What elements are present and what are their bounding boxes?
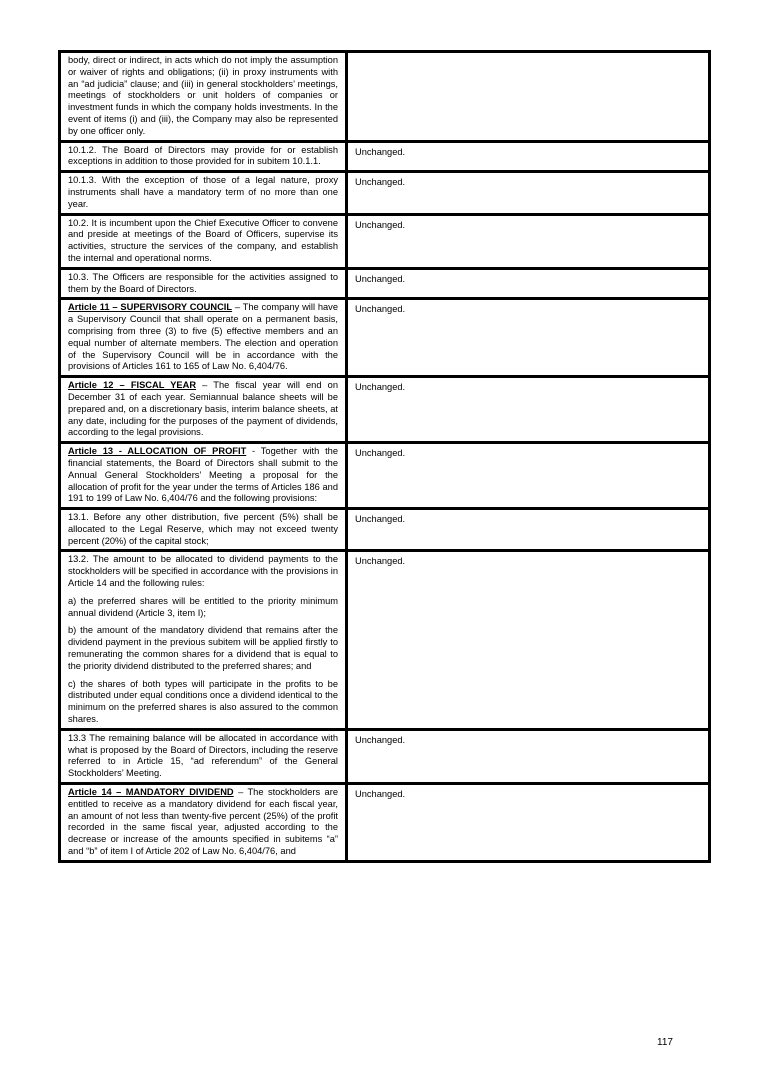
original-text-cell	[61, 444, 348, 507]
paragraph	[68, 175, 338, 210]
proposed-text-cell: Unchanged.	[355, 734, 406, 745]
original-text-cell	[61, 300, 348, 375]
article-heading: Article 14 – MANDATORY DIVIDEND	[68, 787, 234, 798]
paragraph	[68, 596, 338, 620]
proposed-text-cell: Unchanged.	[355, 514, 406, 525]
table-row	[61, 173, 708, 215]
proposed-text-cell: Unchanged.	[355, 177, 406, 188]
original-text-cell	[61, 173, 348, 212]
proposed-text-cell: Unchanged.	[355, 382, 406, 393]
paragraph-text: – The stockholders are entitled to receive as a mandatory dividend for each fiscal year, an amount of not less than twenty-five percent (25%) of the profit recorded in the same fiscal year, adjusted according to the decrease or increase of the amounts specified in subitems “a” and “b” of item I of Article 202 of Law No. 6,404/76, and	[68, 787, 338, 857]
table-row	[61, 510, 708, 552]
table-row	[61, 216, 708, 270]
original-text-cell	[61, 216, 348, 267]
paragraph	[68, 218, 338, 265]
original-text-cell	[61, 552, 348, 727]
proposed-text-cell: Unchanged.	[355, 789, 406, 800]
paragraph	[68, 733, 338, 780]
paragraph	[68, 302, 338, 373]
paragraph	[68, 512, 338, 547]
paragraph	[68, 554, 338, 589]
proposed-text-cell: Unchanged.	[355, 273, 406, 284]
paragraph-text: – The fiscal year will end on December 31 of each year. Semiannual balance sheets will be prepared and, on a discretionary basis, interim balance sheets, at any date, including for the purposes of the payment of dividends, according to the legal provisions.	[68, 380, 338, 438]
paragraph-text: 13.3 The remaining balance will be allocated in accordance with what is proposed by the Board of Directors, including the reserve referred to in Article 15, “ad referendum” of the General Stockholders’ Meeting.	[68, 732, 338, 779]
original-text-cell	[61, 378, 348, 441]
article-heading: Article 11 – SUPERVISORY COUNCIL	[68, 302, 233, 313]
paragraph	[68, 272, 338, 296]
paragraph-text: 10.1.2. The Board of Directors may provide for or establish exceptions in addition to those provided for in subitem 10.1.1.	[68, 144, 338, 167]
paragraph-text: 10.3. The Officers are responsible for the activities assigned to them by the Board of Directors.	[68, 271, 338, 294]
table-row	[61, 378, 708, 444]
document-table	[58, 50, 711, 863]
paragraph-text: 10.1.3. With the exception of those of a legal nature, proxy instruments shall have a mandatory term of no more than one year.	[68, 175, 338, 209]
proposed-text-cell: Unchanged.	[355, 146, 406, 157]
article-heading: Article 12 – FISCAL YEAR	[68, 380, 197, 391]
paragraph-text: 13.1. Before any other distribution, five percent (5%) shall be allocated to the Legal Reserve, which may not exceed twenty percent (20%) of the capital stock;	[68, 512, 338, 546]
paragraph	[68, 625, 338, 672]
paragraph-text: - Together with the financial statements, the Board of Directors shall submit to the Annual General Stockholders’ Meeting a proposal for the allocation of profit for the year under the terms of Articles 186 and 191 to 199 of Law No. 6,404/76 and the following provisions:	[68, 446, 338, 504]
table-row	[61, 270, 708, 301]
page-number: 117	[657, 1037, 673, 1048]
paragraph-text: 10.2. It is incumbent upon the Chief Executive Officer to convene and preside at meetings of the Board of Officers, supervise its activities, structure the services of the company, and establish the internal and operational norms.	[68, 217, 338, 263]
original-text-cell	[61, 53, 348, 140]
paragraph-text: – The company will have a Supervisory Council that shall operate on a permanent basis, comprising from three (3) to five (5) effective members and an equal number of alternate members. The election and operation of the Supervisory Council will be in accordance with the provisions of Articles 161 to 165 of Law No. 6,404/76.	[68, 302, 338, 372]
paragraph	[68, 145, 338, 169]
paragraph	[68, 380, 338, 439]
original-text-cell	[61, 731, 348, 782]
table-row	[61, 785, 708, 860]
table-row	[61, 444, 708, 510]
paragraph	[68, 55, 338, 138]
proposed-text-cell: Unchanged.	[355, 556, 406, 567]
table-row	[61, 300, 708, 378]
paragraph	[68, 446, 338, 505]
proposed-text-cell	[348, 53, 708, 140]
original-text-cell	[61, 270, 348, 298]
paragraph-text: b) the amount of the mandatory dividend that remains after the dividend payment in the previous subitem will be applied firstly to remunerating the common shares for a dividend that is equal to the priority dividend distributed to the preferred shares; and	[68, 625, 338, 671]
paragraph	[68, 679, 338, 726]
article-heading: Article 13 - ALLOCATION OF PROFIT	[68, 446, 247, 457]
table-row	[61, 552, 708, 730]
paragraph	[68, 787, 338, 858]
table-row	[61, 731, 708, 785]
original-text-cell	[61, 510, 348, 549]
paragraph-text: c) the shares of both types will participate in the profits to be distributed under equal conditions once a dividend identical to the minimum on the preferred shares is also assured to the common shares.	[68, 678, 338, 725]
table-row	[61, 53, 708, 143]
paragraph-text: 13.2. The amount to be allocated to dividend payments to the stockholders will be specified in accordance with the provisions in Article 14 and the following rules:	[68, 554, 338, 589]
table-row	[61, 143, 708, 174]
proposed-text-cell: Unchanged.	[355, 448, 406, 459]
paragraph-text: body, direct or indirect, in acts which do not imply the assumption or waiver of rights and obligations; (ii) in proxy instruments with an “ad judicia” clause; and (iii) in general stockholders’ meetings, meetings of stockholders or unit holders of companies or investment funds in which the company holds investments. In the event of items (i) and (iii), the Company may also be represented by one officer only.	[68, 55, 338, 136]
paragraph-text: a) the preferred shares will be entitled to the priority minimum annual dividend (Article 3, item I);	[68, 595, 338, 618]
original-text-cell	[61, 143, 348, 171]
original-text-cell	[61, 785, 348, 860]
proposed-text-cell: Unchanged.	[355, 304, 406, 315]
proposed-text-cell: Unchanged.	[355, 219, 406, 230]
